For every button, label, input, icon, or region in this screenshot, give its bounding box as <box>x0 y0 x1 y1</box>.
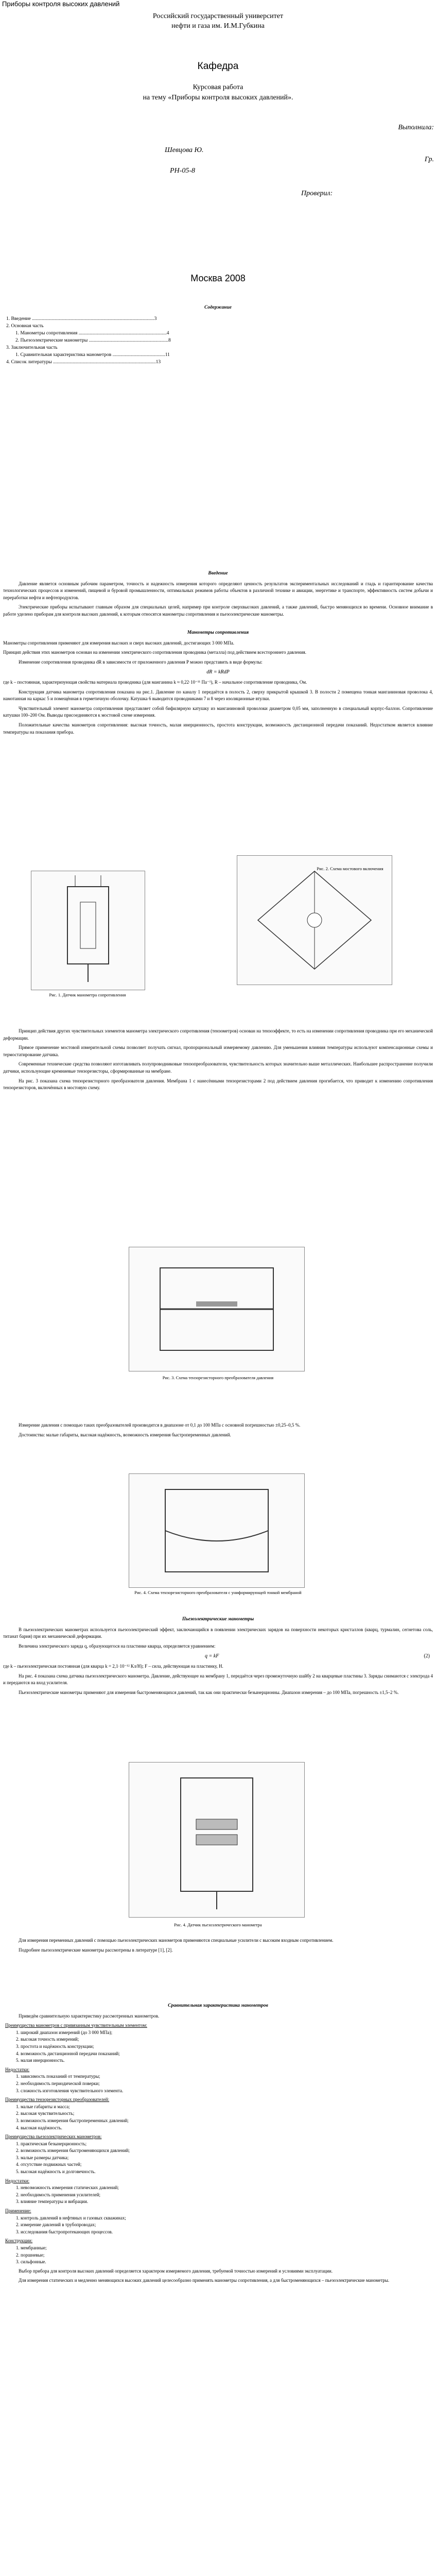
intro-paragraph: Электрические приборы испытывают главным образом для специальных целей, например при контроле сверхвысоких давлений, а также давлений, быстро меняющихся во времени. Основное внимание в работе уделено приборам для контроля высоких давлений, к которым относятся манометры сопротивления и пьезоэлектрические манометры. <box>3 604 433 617</box>
list-item: 2. необходимость применения усилителей; <box>21 2192 436 2199</box>
part1-paragraph: Принцип действия этих манометров основан на изменении электрического сопротивления проводника (металла) под действием всестороннего давления. <box>3 650 307 655</box>
comparison-section <box>0 1999 436 2287</box>
list <box>0 2141 436 2176</box>
membrane-diagram <box>129 1474 304 1587</box>
toc-item[interactable]: 1. Введение ....................................................................................................3 <box>6 316 157 321</box>
list-item: 4. отсутствие подвижных частей; <box>21 2161 436 2168</box>
toc-item[interactable]: 1. Сравнительная характеристика манометров ...........................................11 <box>15 352 170 358</box>
part2-paragraph: Величина электрического заряда q, образующегося на пластинке кварца, определяется уравнением: <box>19 1643 216 1649</box>
intro-heading: Введение <box>208 571 228 576</box>
list <box>0 2245 436 2266</box>
list <box>0 2215 436 2236</box>
part2-paragraph: В пьезоэлектрических манометрах используется пьезоэлектрический эффект, заключающийся в появлении электрических зарядов на поверхности некоторых кристаллов (кварц, турмалин, сегнетова соль, титанат бария) при их механической деформации. <box>3 1626 433 1639</box>
list-item: 3. исследования быстропротекающих процессов. <box>21 2229 436 2236</box>
list-item: 2. возможность измерения быстроменяющихся давлений; <box>21 2147 436 2155</box>
introduction-section <box>0 567 436 621</box>
intro-paragraph: Давление является основным рабочим параметром, точность и надежность измерения которого определяют ценность результатов экспериментальных исследований и гладь и гарантирование качества технологических процессов и изменений, пищевой и буровой промышленности, оптимальных режимов работы объектов в различной технике и авиации, энергетике и транспорте, эффективность систем добычи и переработки нефти и нефтепродуктов. <box>3 581 433 600</box>
list-item: 1. зависимость показаний от температуры; <box>21 2073 436 2080</box>
piezo-continued <box>0 1937 436 1956</box>
list-item: 2. необходимость периодической поверки; <box>21 2080 436 2088</box>
list <box>0 2104 436 2131</box>
group-title: Преимущества тензорезисторных преобразователей: <box>5 2097 110 2103</box>
part1-paragraph: Манометры сопротивления применяют для измерения высоких и сверх высоких давлений, достигающих 3 000 МПа. <box>3 640 235 646</box>
toc-item[interactable]: 4. Список литературы ....................................................................................13 <box>6 360 161 365</box>
part1-paragraph: Конструкция датчика манометра сопротивления показана на рис.1. Давление по каналу 1 передаётся в полость 2, сверху прикрытой крышкой 3. В полости 2 помещена тонкая манганиновая проволока 4, намотанная на каркас 5 и помещённая в герметичную оболочку. Катушка 6 выводится проводниками 7 и 8 через изоляционные втулки. <box>3 689 433 702</box>
list-item: 1. мембранные; <box>21 2245 436 2252</box>
part1-paragraph: Изменение сопротивления проводника dR в зависимости от приложенного давления P можно представить в виде формулы: <box>19 659 263 665</box>
list-item: 4. высокая надёжность. <box>21 2125 436 2132</box>
work-type: Курсовая работа <box>193 83 243 91</box>
part2-paragraph: Подробнее пьезоэлектрические манометры рассмотрены в литературе [1], [2]. <box>19 1947 173 1953</box>
list <box>0 2029 436 2064</box>
list-item: 2. высокая чувствительность; <box>21 2110 436 2117</box>
part1-paragraph: Положительные качества манометров сопротивления: высокая точность, малая инерционность, простота конструкции, возможность дистанционной передачи показаний. Недостатком является влияние температуры на показания прибора. <box>3 722 433 735</box>
list <box>0 2184 436 2206</box>
conclusion-paragraph: Для измерения статических и медленно меняющихся высоких давлений целесообразно применять манометры сопротивления, а для быстроменяющихся – пьезоэлектрические манометры. <box>19 2278 390 2283</box>
figure-bridge-circuit <box>237 855 392 985</box>
figure-1-caption: Рис. 1. Датчик манометра сопротивления <box>49 992 126 997</box>
figure-4-caption: Рис. 4. Схема тензорезисторного преобразователя с униформирующей тонкой мембраной <box>134 1590 302 1595</box>
list-item: 5. высокая надёжность и долговечность. <box>21 2168 436 2176</box>
group-title: Конструкции: <box>5 2238 33 2244</box>
formula-1: dR = kRdP <box>206 669 230 675</box>
formula-1-explanation: где k – постоянная, характеризующая свойства материала проводника (для манганина k ≈ 0,22·10⁻¹¹ Па⁻¹), R – начальное сопротивление проводника, Ом. <box>3 679 307 685</box>
figure-3-caption: Рис. 3. Схема тензорезисторного преобразователя давления <box>162 1375 274 1380</box>
piezo-diagram <box>129 1762 304 1917</box>
list-item: 3. влияние температуры и вибрации. <box>21 2198 436 2206</box>
part1-paragraph: Принцип действия других чувствительных элементов манометра электрического сопротивления (тензометров) основан на тензоэффекте, то есть на изменении сопротивления проводника при его механической деформации. <box>3 1028 433 1041</box>
work-topic: на тему «Приборы контроля высоких давлений». <box>143 94 293 101</box>
university-line-2: нефти и газа им. И.М.Губкина <box>171 22 265 30</box>
group-title: Применение: <box>5 2208 31 2214</box>
resistance-manometers-continued <box>0 1028 436 1094</box>
group-label: Гр. <box>424 156 434 163</box>
tensoresistor-text <box>0 1422 436 1441</box>
table-of-contents <box>6 315 436 366</box>
part2-heading: Пьезоэлектрические манометры <box>182 1617 254 1622</box>
part1-paragraph: Прямое применение мостовой измерительной схемы позволяет получать сигнал, пропорциональный измеряемому давлению. Для уменьшения влияния температуры используют компенсационные схемы и термостатирование датчика. <box>3 1045 433 1057</box>
list-item: 1. невозможность измерения статических давлений; <box>21 2184 436 2192</box>
figure-membrane <box>129 1473 305 1588</box>
title-page <box>0 11 436 31</box>
part2-paragraph: Для измерения переменных давлений с помощью пьезоэлектрических манометров применяются специальные усилители с высоким входным сопротивлением. <box>19 1938 334 1943</box>
part2-paragraph: На рис. 4 показана схема датчика пьезоэлектрического манометра. Давление, действующее на мембрану 1, передаётся через промежуточную шайбу 2 на кварцевые пластины 3. Заряды снимаются с электрода 4 и передаются на вход усилителя. <box>3 1673 433 1686</box>
formula-2-number: (2) <box>424 1653 430 1659</box>
bridge-diagram <box>237 856 392 985</box>
part3-heading: Сравнительная характеристика манометров <box>168 2003 268 2008</box>
group-title: Преимущества пьезоэлектрических манометров: <box>5 2134 102 2140</box>
list-item: 1. широкий диапазон измерений (до 3 000 МПа); <box>21 2029 436 2037</box>
group-title: Недостатки: <box>5 2066 30 2072</box>
part1-paragraph: Достоинства: малые габариты, высокая надёжность, возможность измерения быстропеременных давлений. <box>19 1432 231 1437</box>
part3-intro: Приведём сравнительную характеристику рассмотренных манометров. <box>19 2013 160 2019</box>
list-item: 3. сильфонные. <box>21 2259 436 2266</box>
list-item: 4. возможность дистанционной передачи показаний; <box>21 2050 436 2058</box>
toc-item[interactable]: 2. Основная часть <box>6 324 44 329</box>
figure-5-caption: Рис. 4. Датчик пьезоэлектрического манометра <box>174 1922 262 1927</box>
group-title: Преимущества манометров с привязанным чувствительным элементом: <box>5 2023 147 2028</box>
city-year: Москва 2008 <box>190 273 246 283</box>
formula-2-explanation: где k – пьезоэлектрическая постоянная (для кварца k = 2,1·10⁻¹² Кл/Н); F – сила, действующая на пластинку, Н. <box>3 1663 223 1669</box>
part1-heading: Манометры сопротивления <box>187 630 249 635</box>
checked-label: Проверил: <box>301 190 333 197</box>
part1-paragraph: Измерение давления с помощью таких преобразователей производится в диапазоне от 0,1 до 100 МПа с основной погрешностью ±0,25–0,5 %. <box>19 1422 301 1428</box>
part1-paragraph: На рис. 3 показана схема тензорезисторного преобразователя давления. Мембрана 1 с нанесёнными тензорезисторами 2 под действием давления прогибается, что приводит к изменению сопротивления тензорезисторов, включённых в мостовую схему. <box>3 1078 433 1091</box>
list-item: 3. возможность измерения быстропеременных давлений; <box>21 2117 436 2125</box>
list-item: 2. измерение давлений в трубопроводах; <box>21 2222 436 2229</box>
part1-paragraph: Современные технические средства позволяют изготавливать полупроводниковые тензопреобразователи, чувствительность которых значительно выше металлических. Наибольшее распространение получили датчики, использующие кремниевые тензорезисторы, сформированные на мембране. <box>3 1061 433 1074</box>
list-item: 5. малая инерционность. <box>21 2057 436 2064</box>
student-name: Шевцова Ю. <box>165 146 204 154</box>
list-item: 3. малые размеры датчика; <box>21 2155 436 2162</box>
figure-resistance-sensor <box>31 871 145 990</box>
toc-heading: Содержание <box>204 305 232 310</box>
group-number: РН-05-8 <box>170 167 195 175</box>
list-item: 1. контроль давлений в нефтяных и газовых скважинах; <box>21 2215 436 2222</box>
piezo-manometers-section <box>0 1613 436 1699</box>
figure-tensoresistor <box>129 1247 305 1371</box>
formula-2: q = kF (2) <box>0 1653 436 1660</box>
document-title: Приборы контроля высоких давлений <box>2 0 120 8</box>
department-label: Кафедра <box>197 61 239 72</box>
conclusion-paragraph: Выбор прибора для контроля высоких давлений определяется характером измеряемого давления, требуемой точностью измерений и условиями эксплуатации. <box>19 2268 333 2274</box>
toc-item[interactable]: 3. Заключительная часть <box>6 345 58 350</box>
figure-2-caption: Рис. 2. Схема мостового включения <box>317 866 383 871</box>
university-line-1: Российский государственный университет <box>152 12 284 20</box>
list-item: 1. малые габариты и масса; <box>21 2104 436 2111</box>
list-item: 3. сложность изготовления чувствительного элемента. <box>21 2088 436 2095</box>
part2-paragraph: Пьезоэлектрические манометры применяют для измерения быстроменяющихся давлений, так как они практически безынерционны. Диапазон измерения – до 100 МПа, погрешность ±1,5–2 %. <box>19 1689 399 1695</box>
part1-paragraph: Чувствительный элемент манометра сопротивления представляет собой бифилярную катушку из манганиновой проволоки диаметром 0,05 мм, заполненную в специальный корпус-баллон. Сопротивление катушки 100–200 Ом. Выводы присоединяются к мостовой схеме измерения. <box>3 705 433 718</box>
resistance-manometers-section <box>0 626 436 738</box>
list-item: 3. простота и надёжность конструкции; <box>21 2043 436 2050</box>
list-item: 1. практическая безынерционность; <box>21 2141 436 2148</box>
list <box>0 2073 436 2094</box>
sensor-diagram <box>31 871 145 990</box>
toc-item[interactable]: 2. Пьезоэлектрические манометры .................................................................8 <box>15 338 171 343</box>
tensoresistor-diagram <box>129 1247 304 1371</box>
list-item: 2. поршневые; <box>21 2252 436 2259</box>
group-title: Недостатки: <box>5 2178 30 2183</box>
completed-label: Выполнила: <box>398 124 434 131</box>
toc-item[interactable]: 1. Манометры сопротивления ........................................................................4 <box>15 331 169 336</box>
figure-piezo-sensor <box>129 1762 305 1918</box>
list-item: 2. высокая точность измерений; <box>21 2036 436 2043</box>
